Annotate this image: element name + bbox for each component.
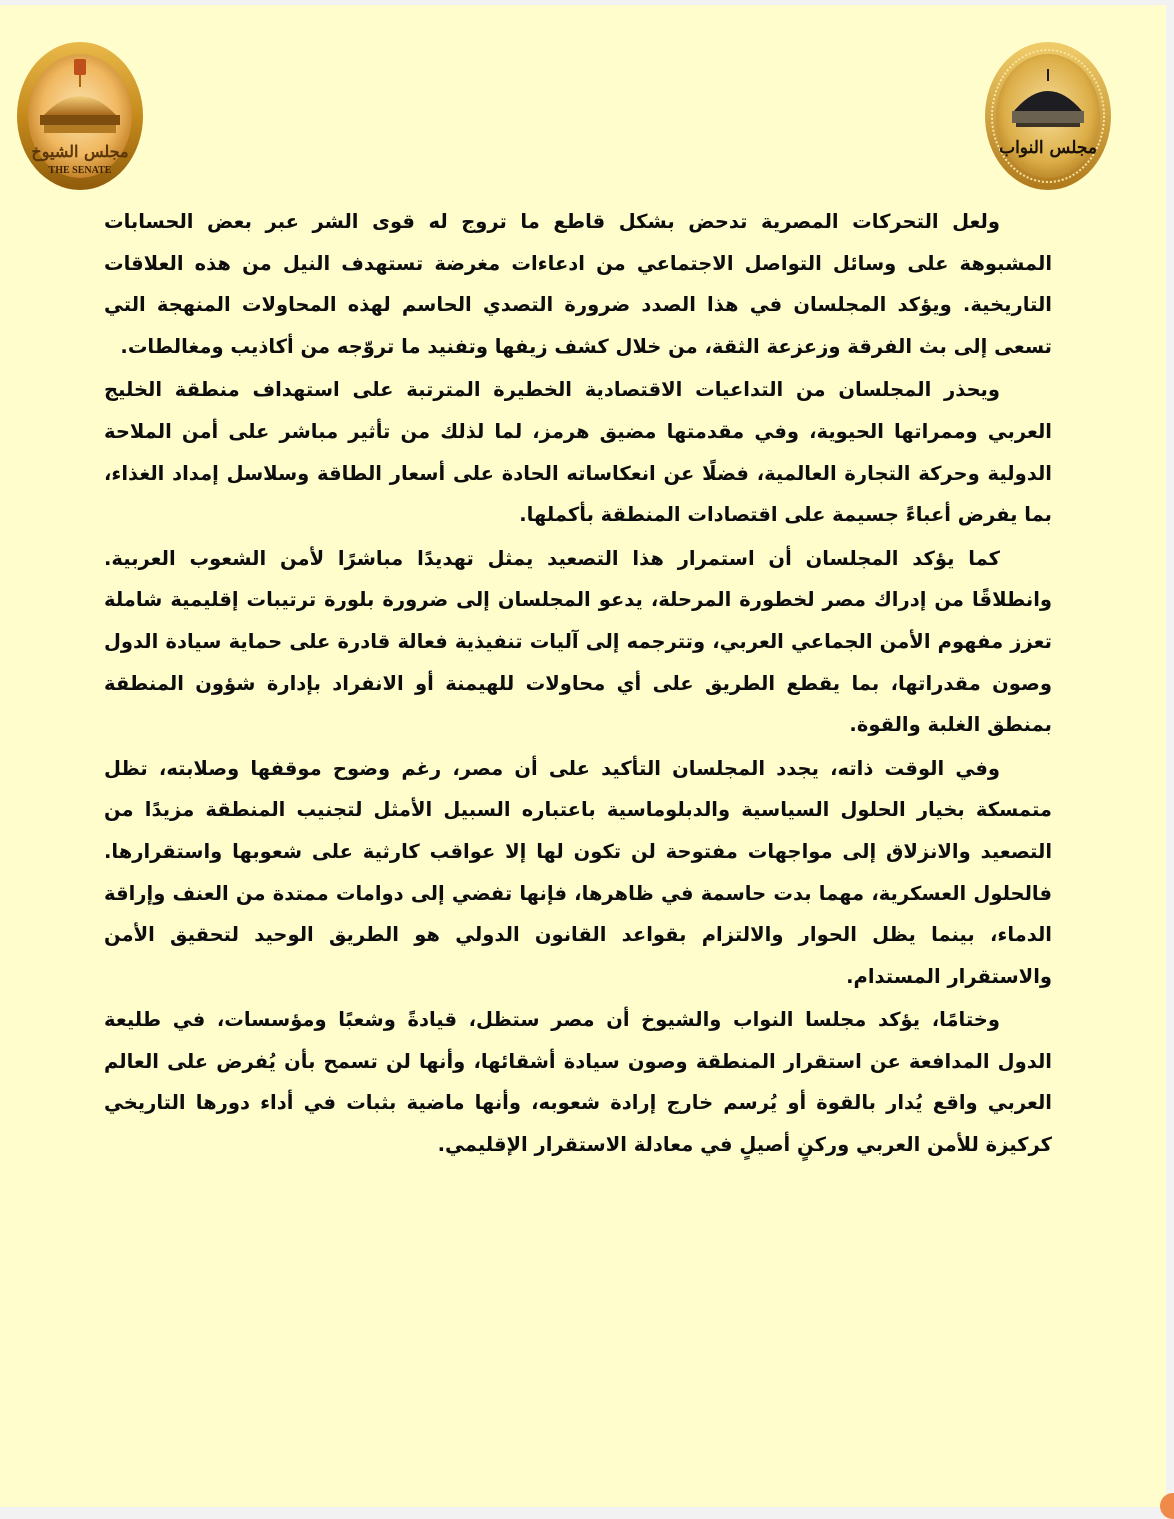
document-page xyxy=(0,5,1166,1507)
paragraph-text: ولعل التحركات المصرية تدحض بشكل قاطع ما تروج له قوى الشر عبر بعض الحسابات المشبوهة على وسائل التواصل الاجتماعي من ادعاءات مغرضة تستهدف النيل من هذه العلاقات التاريخية. ويؤكد المجلسان في هذا الصدد ضرورة التصدي الحاسم لهذه المحاولات المنهجة التي تسعى إلى بث الفرقة وزعزعة الثقة، من خلال كشف زيفها وتفنيد ما تروّجه من أكاذيب ومغالطات. xyxy=(104,210,1052,358)
paragraph xyxy=(104,369,1052,535)
paragraph-text: كما يؤكد المجلسان أن استمرار هذا التصعيد يمثل تهديدًا مباشرًا لأمن الشعوب العربية. وانطلاقًا من إدراك مصر لخطورة المرحلة، يدعو المجلسان إلى ضرورة بلورة ترتيبات إقليمية شاملة تعزز مفهوم الأمن الجماعي العربي، وتترجمه إلى آليات تنفيذية فعالة قادرة على حماية سيادة الدول وصون مقدراتها، بما يقطع الطريق على أي محاولات للهيمنة أو الانفراد بإدارة شؤون المنطقة بمنطق الغلبة والقوة. xyxy=(104,546,1052,737)
paragraph-text: وفي الوقت ذاته، يجدد المجلسان التأكيد على أن مصر، رغم وضوح موقفها وصلابته، تظل متمسكة بخيار الحلول السياسية والدبلوماسية باعتباره السبيل الأمثل لتجنيب المنطقة مزيدًا من التصعيد والانزلاق إلى مواجهات مفتوحة لن تكون لها إلا عواقب كارثية على شعوبها واستقرارها. فالحلول العسكرية، مهما بدت حاسمة في ظاهرها، فإنها تفضي إلى دوامات ممتدة من العنف وإراقة الدماء، بينما يظل الحوار والالتزام بقواعد القانون الدولي هو الطريق الوحيد لتحقيق الأمن والاستقرار المستدام. xyxy=(104,756,1052,988)
svg-text:مجلس الشيوخ: مجلس الشيوخ xyxy=(31,142,129,161)
scroll-indicator[interactable] xyxy=(1160,1493,1174,1519)
paragraph xyxy=(104,201,1052,367)
document-body xyxy=(104,201,1052,1168)
house-seal-icon xyxy=(984,41,1112,191)
senate-logo xyxy=(16,41,144,191)
paragraph-text: ويحذر المجلسان من التداعيات الاقتصادية الخطيرة المترتبة على استهداف منطقة الخليج العربي وممراتها الحيوية، وفي مقدمتها مضيق هرمز، لما لذلك من تأثير مباشر على أمن الملاحة الدولية وحركة التجارة العالمية، فضلًا عن انعكاساته الحادة على أسعار الطاقة وسلاسل إمداد الغذاء، بما يفرض أعباءً جسيمة على اقتصادات المنطقة بأكملها. xyxy=(104,378,1052,527)
paragraph xyxy=(104,538,1052,746)
paragraph xyxy=(104,748,1052,998)
svg-text:مجلس النواب: مجلس النواب xyxy=(999,138,1097,158)
paragraph xyxy=(104,999,1052,1165)
house-of-representatives-logo xyxy=(984,41,1112,191)
svg-text:THE SENATE: THE SENATE xyxy=(48,165,112,176)
paragraph-text: وختامًا، يؤكد مجلسا النواب والشيوخ أن مصر ستظل، قيادةً وشعبًا ومؤسسات، في طليعة الدول المدافعة عن استقرار المنطقة وصون سيادة أشقائها، وأنها لن تسمح بأن يُفرض على العالم العربي واقع يُدار بالقوة أو يُرسم خارج إرادة شعوبه، وأنها ماضية بثبات في أداء دورها التاريخي كركيزة للأمن العربي وركنٍ أصيلٍ في معادلة الاستقرار الإقليمي. xyxy=(104,1008,1052,1157)
senate-seal-icon xyxy=(16,41,144,191)
